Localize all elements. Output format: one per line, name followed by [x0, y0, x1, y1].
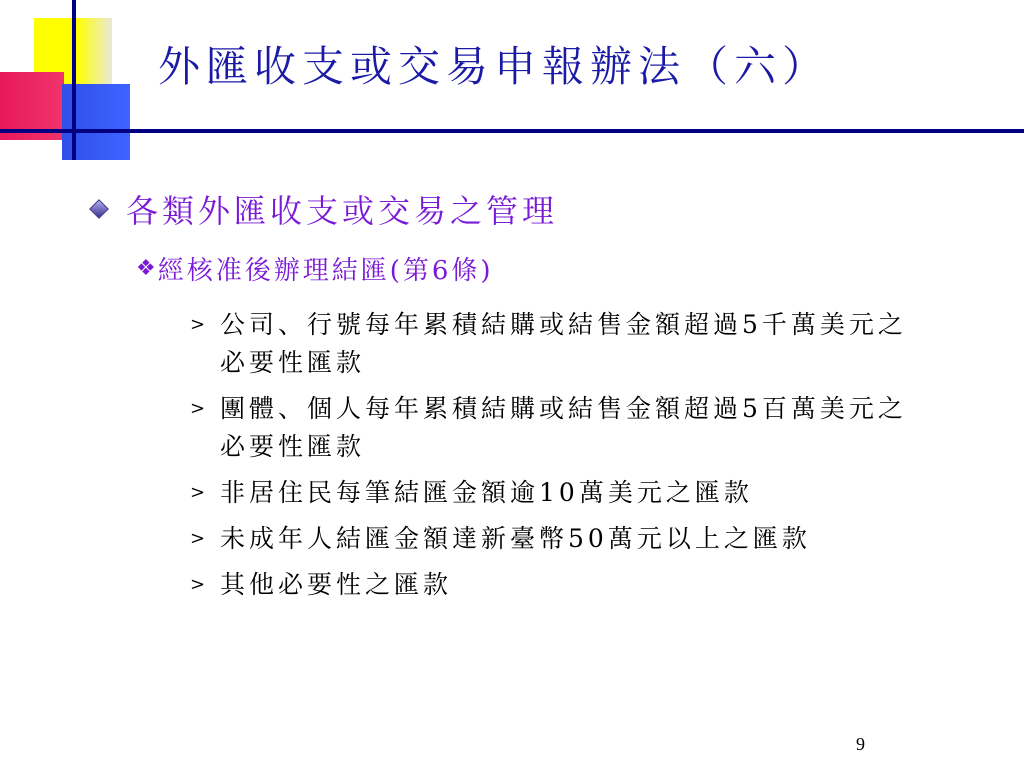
page-number: 9	[856, 734, 865, 754]
level2-item	[136, 250, 494, 287]
decor-vertical-rule	[72, 0, 76, 160]
list-item-text: 未成年人結匯金額達新臺幣50萬元以上之匯款	[220, 524, 811, 553]
title-underline-rule	[0, 129, 1024, 133]
level1-text: 各類外匯收支或交易之管理	[126, 192, 559, 230]
list-item	[190, 306, 930, 382]
diamond-bullet-icon	[89, 199, 109, 219]
four-diamond-star-icon: ❖	[136, 256, 156, 281]
list-item-text: 公司、行號每年累積結購或結售金額超過5千萬美元之必要性匯款	[220, 310, 907, 377]
bullet-list	[190, 306, 930, 612]
slide-title: 外匯收支或交易申報辦法（六）	[158, 42, 831, 91]
arrow-right-icon: >	[190, 482, 206, 503]
list-item	[190, 520, 930, 558]
list-item	[190, 566, 930, 604]
arrow-right-icon: >	[190, 574, 206, 595]
list-item	[190, 390, 930, 466]
list-item-text: 其他必要性之匯款	[220, 570, 453, 599]
arrow-right-icon: >	[190, 528, 206, 549]
arrow-right-icon: >	[190, 398, 206, 419]
list-item-text: 團體、個人每年累積結購或結售金額超過5百萬美元之必要性匯款	[220, 394, 907, 461]
level2-text: 經核准後辦理結匯(第6條)	[157, 256, 494, 286]
level1-item	[88, 186, 558, 232]
list-item-text: 非居住民每筆結匯金額逾10萬美元之匯款	[220, 478, 753, 507]
arrow-right-icon: >	[190, 314, 206, 335]
list-item	[190, 474, 930, 512]
